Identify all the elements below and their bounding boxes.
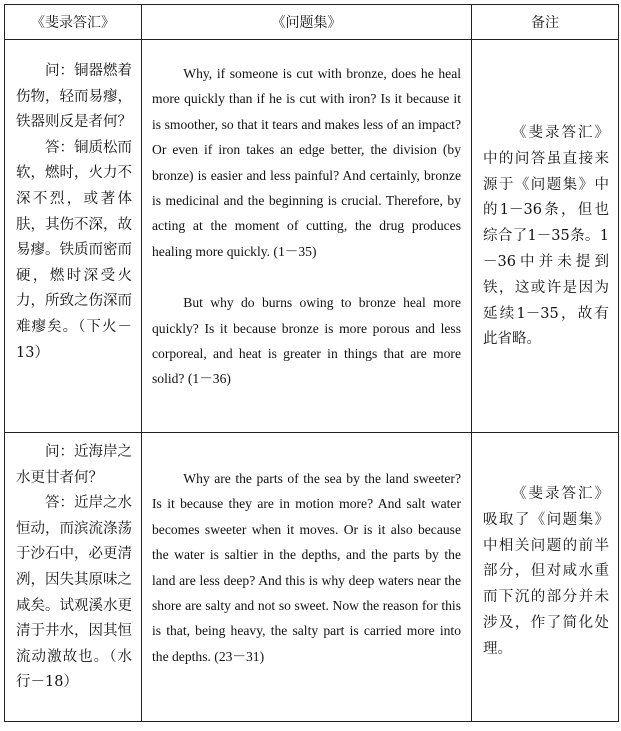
note-cell	[472, 40, 619, 433]
english-text	[143, 434, 470, 669]
chinese-cell	[5, 40, 142, 433]
chinese-answer: 答：铜质松而软，燃时，火力不深不烈，或著体肤，其伤不深，故易瘳。铁质而密而硬，燃时深受火力，所致之伤深而难瘳矣。（下火－13）	[16, 139, 132, 361]
note-cell	[472, 433, 619, 722]
chinese-cell	[5, 433, 142, 722]
header-problemata: 《问题集》	[142, 5, 472, 40]
header-feilu-dahui: 《斐录答汇》	[5, 5, 142, 40]
table-row	[5, 40, 619, 433]
chinese-text	[6, 434, 140, 696]
chinese-question: 问：铜器燃着伤物，轻而易瘳，铁器则反是者何？	[16, 63, 132, 131]
header-row	[5, 5, 619, 40]
note-text: 《斐录答汇》吸取了《问题集》中相关问题的前半部分，但对咸水重而下沉的部分并未涉及，作了简化处理。	[483, 486, 609, 657]
english-text	[143, 41, 470, 392]
english-cell	[142, 40, 472, 433]
chinese-question: 问：近海岸之水更甘者何？	[16, 444, 132, 486]
english-cell	[142, 433, 472, 722]
table-row	[5, 433, 619, 722]
note-text: 《斐录答汇》中的问答虽直接来源于《问题集》中的1－36条，但也综合了1－35条。1－36中并未提到铁，这或许是因为延续1－35，故有此省略。	[483, 125, 609, 348]
header-notes: 备注	[472, 5, 619, 40]
english-paragraph: Why are the parts of the sea by the land sweeter? Is it because they are in motion more? And salt water becomes sweeter when it moves. Or is it also because the water is saltier in the depths, and the parts by the land are less deep? And this is why deep waters near the shore are salty and not so sweet. Now the reason for this is that, being heavy, the salty part is carried more into the depths. (23－31)	[152, 471, 461, 664]
english-paragraph: Why, if someone is cut with bronze, does he heal more quickly than if he is cut with iron? Is it because it is smoother, so that it tears and makes less of an impact? Or even if iron takes an edge better, the division (by bronze) is easier and less painful? And certainly, bronze is medicinal and the beginning is crucial. Therefore, by acting at the moment of cutting, the drug produces healing more quickly. (1－35)	[152, 66, 461, 259]
comparison-table	[4, 4, 619, 722]
english-paragraph: But why do burns owing to bronze heal more quickly? Is it because bronze is more porous and less corporeal, and heat is greater in things that are more solid? (1－36)	[152, 295, 461, 387]
chinese-text	[6, 41, 140, 366]
chinese-answer: 答：近岸之水恒动，而滨流涤荡于沙石中，必更清冽，因失其原味之咸矣。试观溪水更清于井水，因其恒流动激故也。（水行－18）	[16, 495, 132, 691]
